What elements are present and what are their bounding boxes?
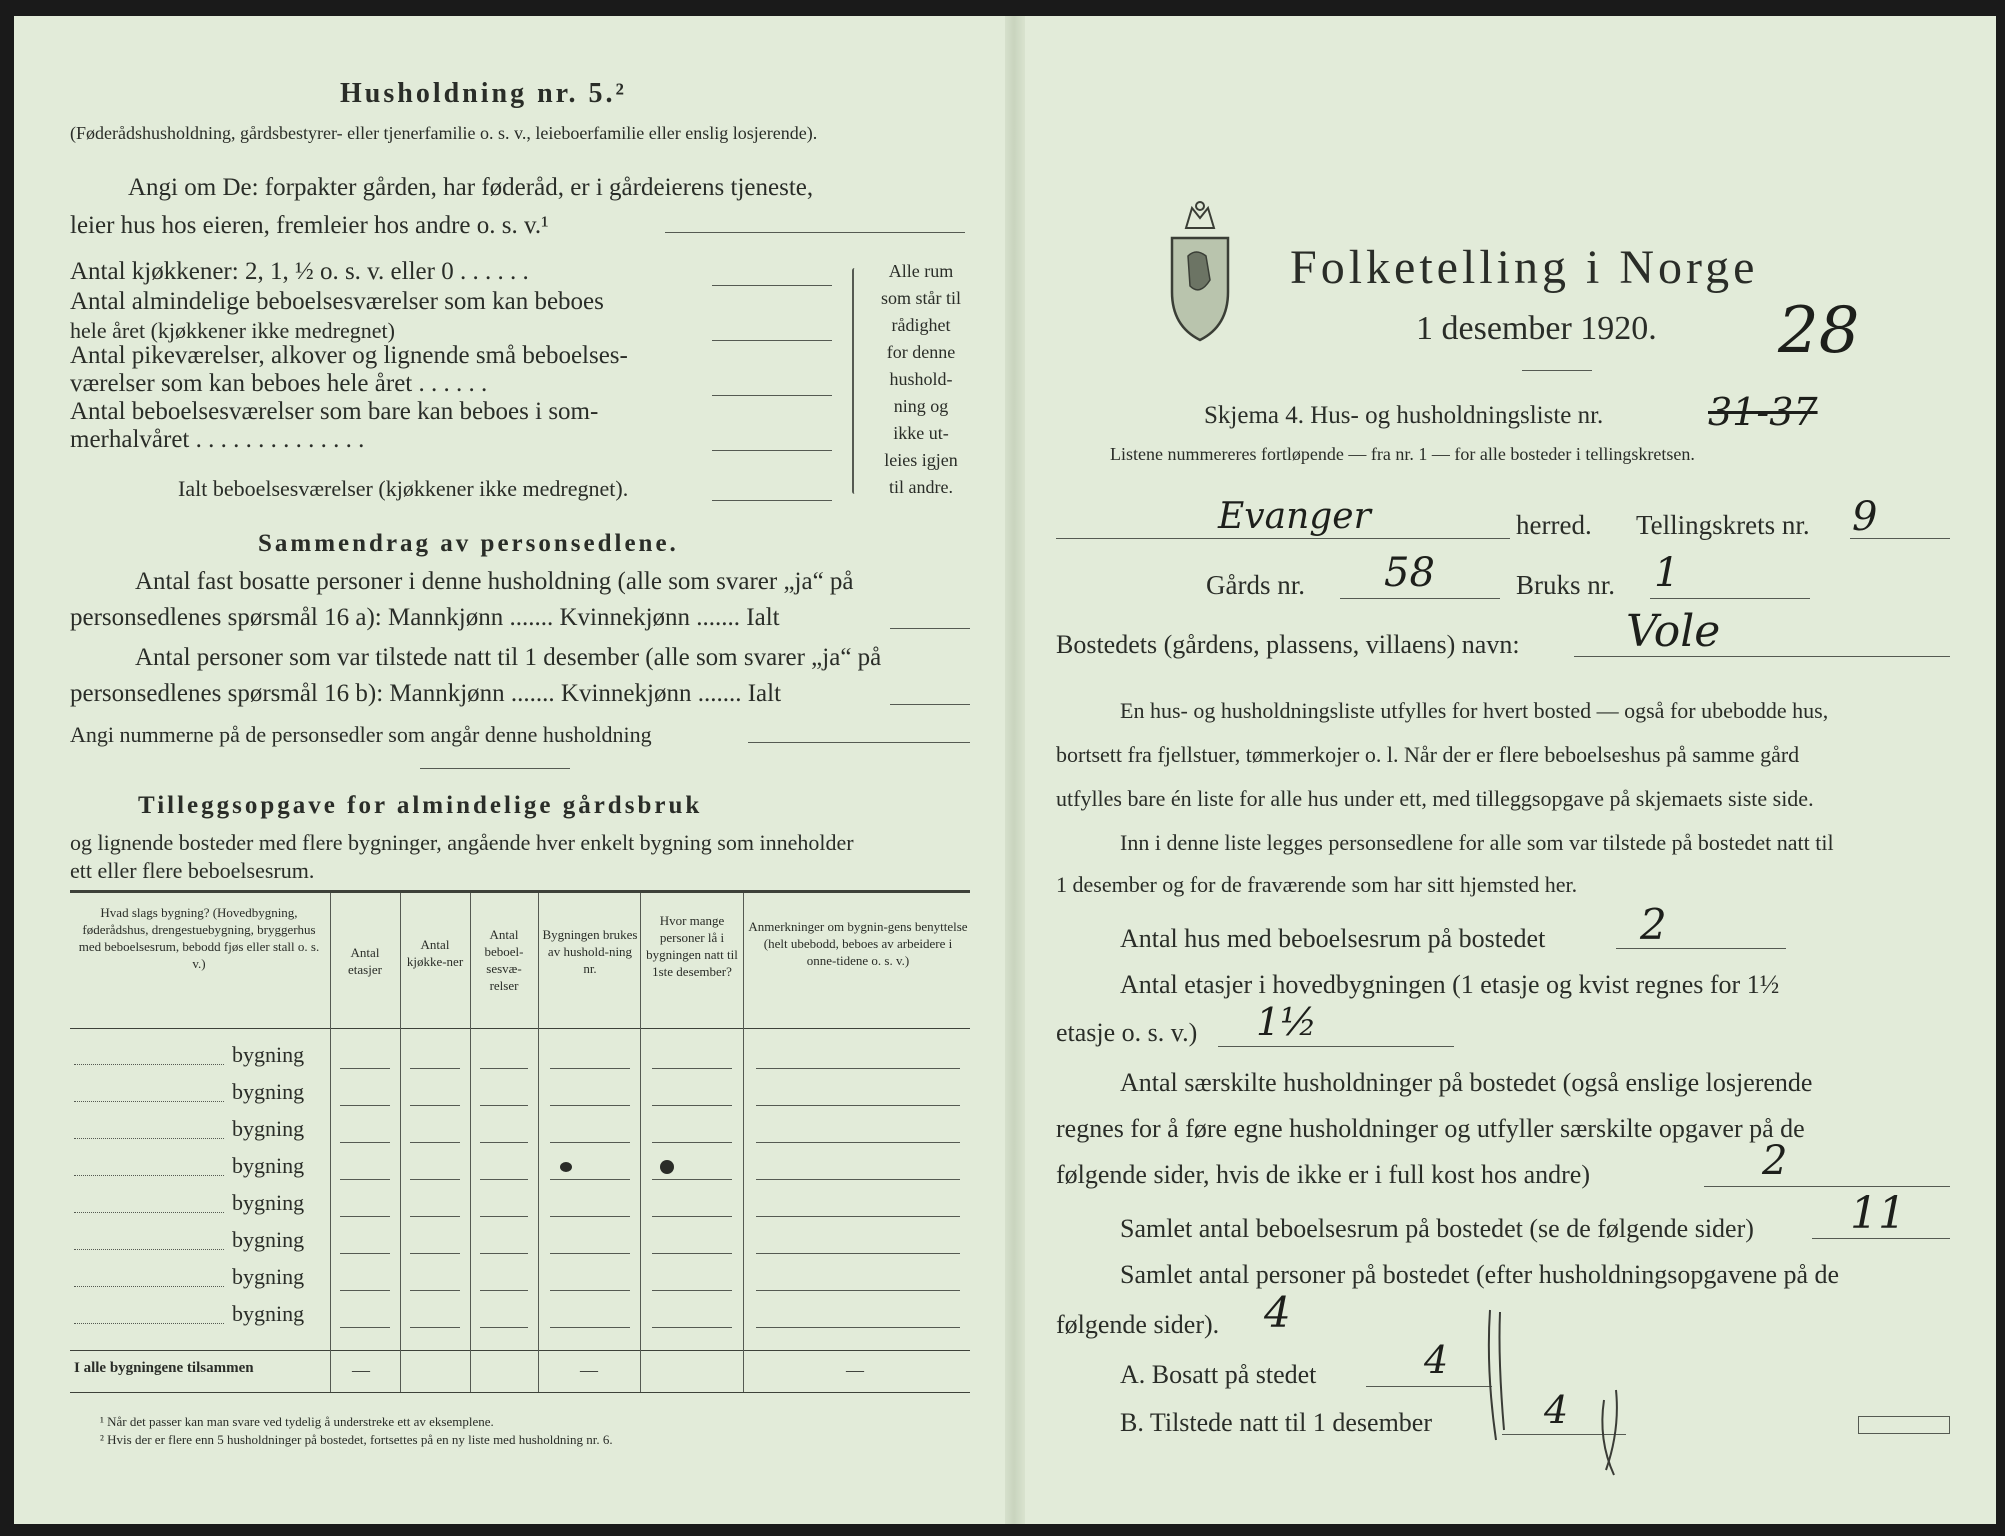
building-cell-line [652, 1105, 732, 1106]
rooms-kitchens: Antal kjøkkener: 2, 1, ½ o. s. v. eller 0 . . . . . . [70, 258, 529, 285]
building-cell-line [480, 1142, 528, 1143]
col-header-remarks: Anmerkninger om bygnin-gens benyttelse (helt ubebodd, beboes av arbeidere i onne-tidene o. s. v.) [748, 919, 968, 968]
building-cell-line [652, 1290, 732, 1291]
summary-title: Sammendrag av personsedlene. [258, 530, 679, 557]
total-rooms-value: 11 [1850, 1188, 1906, 1239]
rooms-ordinary-1: Antal almindelige beboelsesværelser som kan beboes [70, 288, 604, 315]
building-cell-line [756, 1105, 960, 1106]
tillegg-text-2: ett eller flere beboelsesrum. [70, 858, 315, 883]
side-note-line: rådighet [891, 315, 951, 335]
side-note-line: ning og [893, 396, 949, 416]
floors-line-1: Antal etasjer i hovedbygningen (1 etasje og kvist regnes for 1½ [1120, 970, 1780, 999]
building-row-label: bygning [232, 1190, 305, 1215]
building-cell-line [550, 1290, 630, 1291]
summary-numbers-line [748, 742, 970, 743]
side-note-line: ikke ut- [893, 423, 949, 443]
total-persons-line-1: Samlet antal personer på bostedet (efter husholdningsopgavene på de [1120, 1260, 1840, 1289]
building-cell-line [480, 1105, 528, 1106]
instructions-1b: bortsett fra fjellstuer, tømmerkojer o. l. Når der er flere beboelseshus på samme gård [1056, 742, 1800, 767]
building-cell-line [756, 1327, 960, 1328]
building-type-line [74, 1249, 224, 1250]
total-rooms-line [1812, 1238, 1950, 1239]
rooms-total: Ialt beboelsesværelser (kjøkkener ikke medregnet). [178, 476, 629, 501]
footnote-1: ¹ Når det passer kan man svare ved tydelig å understreke ett av eksemplene. [100, 1414, 494, 1429]
angi-line-2: leier hus hos eieren, fremleier hos andre o. s. v.¹ [70, 212, 549, 239]
building-row-label: bygning [232, 1301, 305, 1326]
title-divider [1522, 370, 1592, 371]
building-cell-line [756, 1216, 960, 1217]
building-type-line [74, 1286, 224, 1287]
side-note-line: for denne [886, 342, 956, 362]
gards-line [1340, 598, 1500, 599]
col-header-persons: Hvor mange personer lå i bygningen natt til 1ste desember? [646, 913, 738, 979]
side-note-line: leies igjen [884, 450, 958, 470]
building-cell-line [756, 1068, 960, 1069]
summary-numbers: Angi nummerne på de personsedler som angår denne husholdning [70, 722, 652, 747]
resident-value: 4 [1424, 1338, 1449, 1382]
rooms-answer-line [712, 450, 832, 451]
building-row-label: bygning [232, 1079, 305, 1104]
building-cell-line [410, 1327, 460, 1328]
table-header-border [70, 1028, 970, 1029]
households-line-3: følgende sider, hvis de ikke er i full kost hos andre) [1056, 1160, 1590, 1189]
building-cell-line [550, 1216, 630, 1217]
krets-value: 9 [1852, 494, 1878, 540]
rooms-brace [852, 268, 857, 494]
bosted-line [1574, 656, 1950, 657]
table-total-label: I alle bygningene tilsammen [74, 1360, 254, 1376]
building-cell-line [652, 1142, 732, 1143]
building-type-line [74, 1323, 224, 1324]
rooms-answer-line [712, 285, 832, 286]
building-cell-line [410, 1290, 460, 1291]
summary-ialt-line [890, 628, 970, 629]
table-total-border [70, 1350, 970, 1351]
gards-label: Gårds nr. [1206, 570, 1305, 600]
handwritten-list-number: 28 [1778, 294, 1860, 368]
household-title: Husholdning nr. 5.² [340, 78, 627, 109]
building-row-label: bygning [232, 1116, 305, 1141]
building-cell-line [410, 1105, 460, 1106]
rooms-small-1: Antal pikeværelser, alkover og lignende små beboelses- [70, 342, 628, 369]
bosted-value: Vole [1626, 606, 1721, 657]
building-cell-line [480, 1290, 528, 1291]
side-note-line: som står til [881, 288, 961, 308]
herred-label: herred. [1516, 510, 1592, 540]
table-top-border [70, 890, 970, 893]
building-type-line [74, 1064, 224, 1065]
herred-line [1056, 538, 1510, 539]
building-row-label: bygning [232, 1264, 305, 1289]
building-cell-line [480, 1253, 528, 1254]
tillegg-title: Tilleggsopgave for almindelige gårdsbruk [138, 792, 703, 819]
building-row-label: bygning [232, 1042, 305, 1067]
footnote-2: ² Hvis der er flere enn 5 husholdninger på bostedet, fortsettes på en ny liste med husholdning nr. 6. [100, 1432, 613, 1447]
household-intro: (Føderådshusholdning, gårdsbestyrer- eller tjenerfamilie o. s. v., leieboerfamilie eller enslig losjerende). [70, 123, 818, 143]
households-value: 2 [1762, 1138, 1788, 1184]
building-cell-line [480, 1068, 528, 1069]
side-note-line: hushold- [889, 369, 953, 389]
rooms-side-note [862, 258, 980, 501]
summary-line-1b: personsedlenes spørsmål 16 a): Mannkjønn ....... Kvinnekjønn ....... Ialt [70, 604, 780, 631]
col-header-building [72, 904, 326, 972]
bruks-label: Bruks nr. [1516, 570, 1616, 600]
col-header-household: Bygningen brukes av hushold-ning nr. [542, 927, 638, 976]
building-cell-line [756, 1179, 960, 1180]
rooms-summer-2: merhalvåret . . . . . . . . . . . . . . [70, 426, 365, 453]
total-rooms-label: Samlet antal beboelsesrum på bostedet (se de følgende sider) [1120, 1214, 1754, 1243]
rooms-answer-line [712, 395, 832, 396]
building-cell-line [410, 1253, 460, 1254]
table-col-divider [743, 893, 744, 1392]
handwritten-tally-strokes [1474, 1290, 1634, 1480]
building-cell-line [550, 1068, 630, 1069]
numbering-note: Listene nummereres fortløpende — fra nr. 1 — for alle bosteder i tellingskretsen. [1110, 444, 1695, 464]
bruks-line [1650, 598, 1810, 599]
houses-line [1616, 948, 1786, 949]
skjema-label: Skjema 4. Hus- og husholdningsliste nr. [1204, 402, 1604, 429]
rooms-small-2: værelser som kan beboes hele året . . . . . . [70, 370, 488, 397]
table-col-divider [470, 893, 471, 1392]
building-cell-line [550, 1253, 630, 1254]
summary-line-2b: personsedlenes spørsmål 16 b): Mannkjønn ....... Kvinnekjønn ....... Ialt [70, 680, 782, 707]
summary-line-1a: Antal fast bosatte personer i denne husholdning (alle som svarer „ja“ på [135, 568, 854, 595]
census-date: 1 desember 1920. [1416, 310, 1657, 347]
total-persons-value: 4 [1264, 1288, 1291, 1337]
col-header-rooms: Antal beboel-sesvæ-relser [484, 927, 524, 993]
krets-label: Tellingskrets nr. [1636, 510, 1810, 540]
building-cell-line [340, 1290, 390, 1291]
building-cell-line [410, 1216, 460, 1217]
building-cell-line [756, 1253, 960, 1254]
total-household-dash: — [580, 1360, 598, 1380]
section-divider [420, 768, 570, 769]
summary-line-2a: Antal personer som var tilstede natt til 1 desember (alle som svarer „ja“ på [135, 644, 882, 671]
building-cell-line [340, 1216, 390, 1217]
building-row-label: bygning [232, 1227, 305, 1252]
census-title: Folketelling i Norge [1290, 241, 1759, 294]
tillegg-text-1: og lignende bosteder med flere bygninger, angående hver enkelt bygning som inneholder [70, 830, 854, 855]
norwegian-coat-of-arms-icon [1168, 200, 1232, 344]
building-cell-line [550, 1142, 630, 1143]
summary-ialt-line [890, 704, 970, 705]
building-cell-line [480, 1327, 528, 1328]
households-line-1: Antal særskilte husholdninger på bostedet (også enslige losjerende [1120, 1068, 1813, 1097]
ink-blot [660, 1160, 674, 1174]
col-header-etasjer: Antal etasjer [348, 945, 382, 977]
instructions-1a: En hus- og husholdningsliste utfylles for hvert bosted — også for ubebodde hus, [1120, 698, 1829, 723]
side-note-line: Alle rum [888, 261, 954, 281]
building-cell-line [340, 1327, 390, 1328]
table-bottom-border [70, 1392, 970, 1393]
building-cell-line [652, 1179, 732, 1180]
building-cell-line [652, 1068, 732, 1069]
total-remarks-dash: — [846, 1360, 864, 1380]
building-type-line [74, 1101, 224, 1102]
building-cell-line [652, 1327, 732, 1328]
building-cell-line [550, 1105, 630, 1106]
building-cell-line [480, 1179, 528, 1180]
building-cell-line [652, 1216, 732, 1217]
building-cell-line [410, 1179, 460, 1180]
houses-label: Antal hus med beboelsesrum på bostedet [1120, 924, 1546, 953]
col-header-kitchens: Antal kjøkke-ner [406, 937, 464, 969]
building-cell-line [550, 1327, 630, 1328]
total-persons-line-2: følgende sider). [1056, 1310, 1220, 1339]
rooms-answer-line [712, 340, 832, 341]
table-col-divider [538, 893, 539, 1392]
ink-blot [560, 1162, 572, 1172]
building-cell-line [340, 1068, 390, 1069]
rooms-summer-1: Antal beboelsesværelser som bare kan beboes i som- [70, 398, 599, 425]
households-line [1704, 1186, 1950, 1187]
bruks-value: 1 [1654, 550, 1680, 596]
col-header-text: Hvad slags bygning? (Hovedbygning, føderådshus, drengestuebygning, bryggerhus med beboelsesrum, bebodd fjøs eller stall o. s. v.) [78, 905, 320, 971]
building-cell-line [410, 1142, 460, 1143]
building-cell-line [410, 1068, 460, 1069]
building-type-line [74, 1138, 224, 1139]
houses-value: 2 [1640, 900, 1667, 949]
angi-line-1: Angi om De: forpakter gården, har føderåd, er i gårdeierens tjeneste, [128, 174, 814, 201]
building-cell-line [756, 1290, 960, 1291]
building-row-label: bygning [232, 1153, 305, 1178]
building-cell-line [652, 1253, 732, 1254]
resident-label: A. Bosatt på stedet [1120, 1360, 1317, 1389]
floors-value: 1½ [1256, 1000, 1318, 1044]
angi-answer-line [665, 232, 965, 233]
present-value: 4 [1544, 1388, 1569, 1432]
table-col-divider [330, 893, 331, 1392]
present-label: B. Tilstede natt til 1 desember [1120, 1408, 1432, 1437]
table-col-divider [640, 893, 641, 1392]
instructions-2a: Inn i denne liste legges personsedlene for alle som var tilstede på bostedet natt til [1120, 830, 1834, 855]
building-cell-line [550, 1179, 630, 1180]
building-cell-line [340, 1253, 390, 1254]
page-fold [1005, 16, 1025, 1524]
building-cell-line [340, 1179, 390, 1180]
building-type-line [74, 1212, 224, 1213]
herred-value: Evanger [1218, 496, 1371, 537]
side-note-line: til andre. [889, 477, 953, 497]
rooms-total-line [712, 500, 832, 501]
building-cell-line [756, 1142, 960, 1143]
total-etasjer-dash: — [352, 1360, 370, 1380]
bosted-label: Bostedets (gårdens, plassens, villaens) navn: [1056, 630, 1520, 659]
floors-line-2: etasje o. s. v.) [1056, 1018, 1198, 1047]
instructions-1c: utfylles bare én liste for alle hus under ett, med tilleggsopgave på skjemaets siste side. [1056, 786, 1814, 811]
floors-line [1218, 1046, 1454, 1047]
table-col-divider [400, 893, 401, 1392]
printer-stamp [1858, 1416, 1950, 1434]
building-cell-line [340, 1105, 390, 1106]
gards-value: 58 [1384, 550, 1435, 596]
rooms-ordinary-2: hele året (kjøkkener ikke medregnet) [70, 318, 395, 343]
krets-line [1850, 538, 1950, 539]
building-cell-line [480, 1216, 528, 1217]
households-line-2: regnes for å føre egne husholdninger og utfyller særskilte opgaver på de [1056, 1114, 1805, 1143]
instructions-2b: 1 desember og for de fraværende som har sitt hjemsted her. [1056, 872, 1578, 897]
skjema-handwritten-number: 31-37 [1708, 390, 1818, 434]
building-cell-line [340, 1142, 390, 1143]
building-type-line [74, 1175, 224, 1176]
